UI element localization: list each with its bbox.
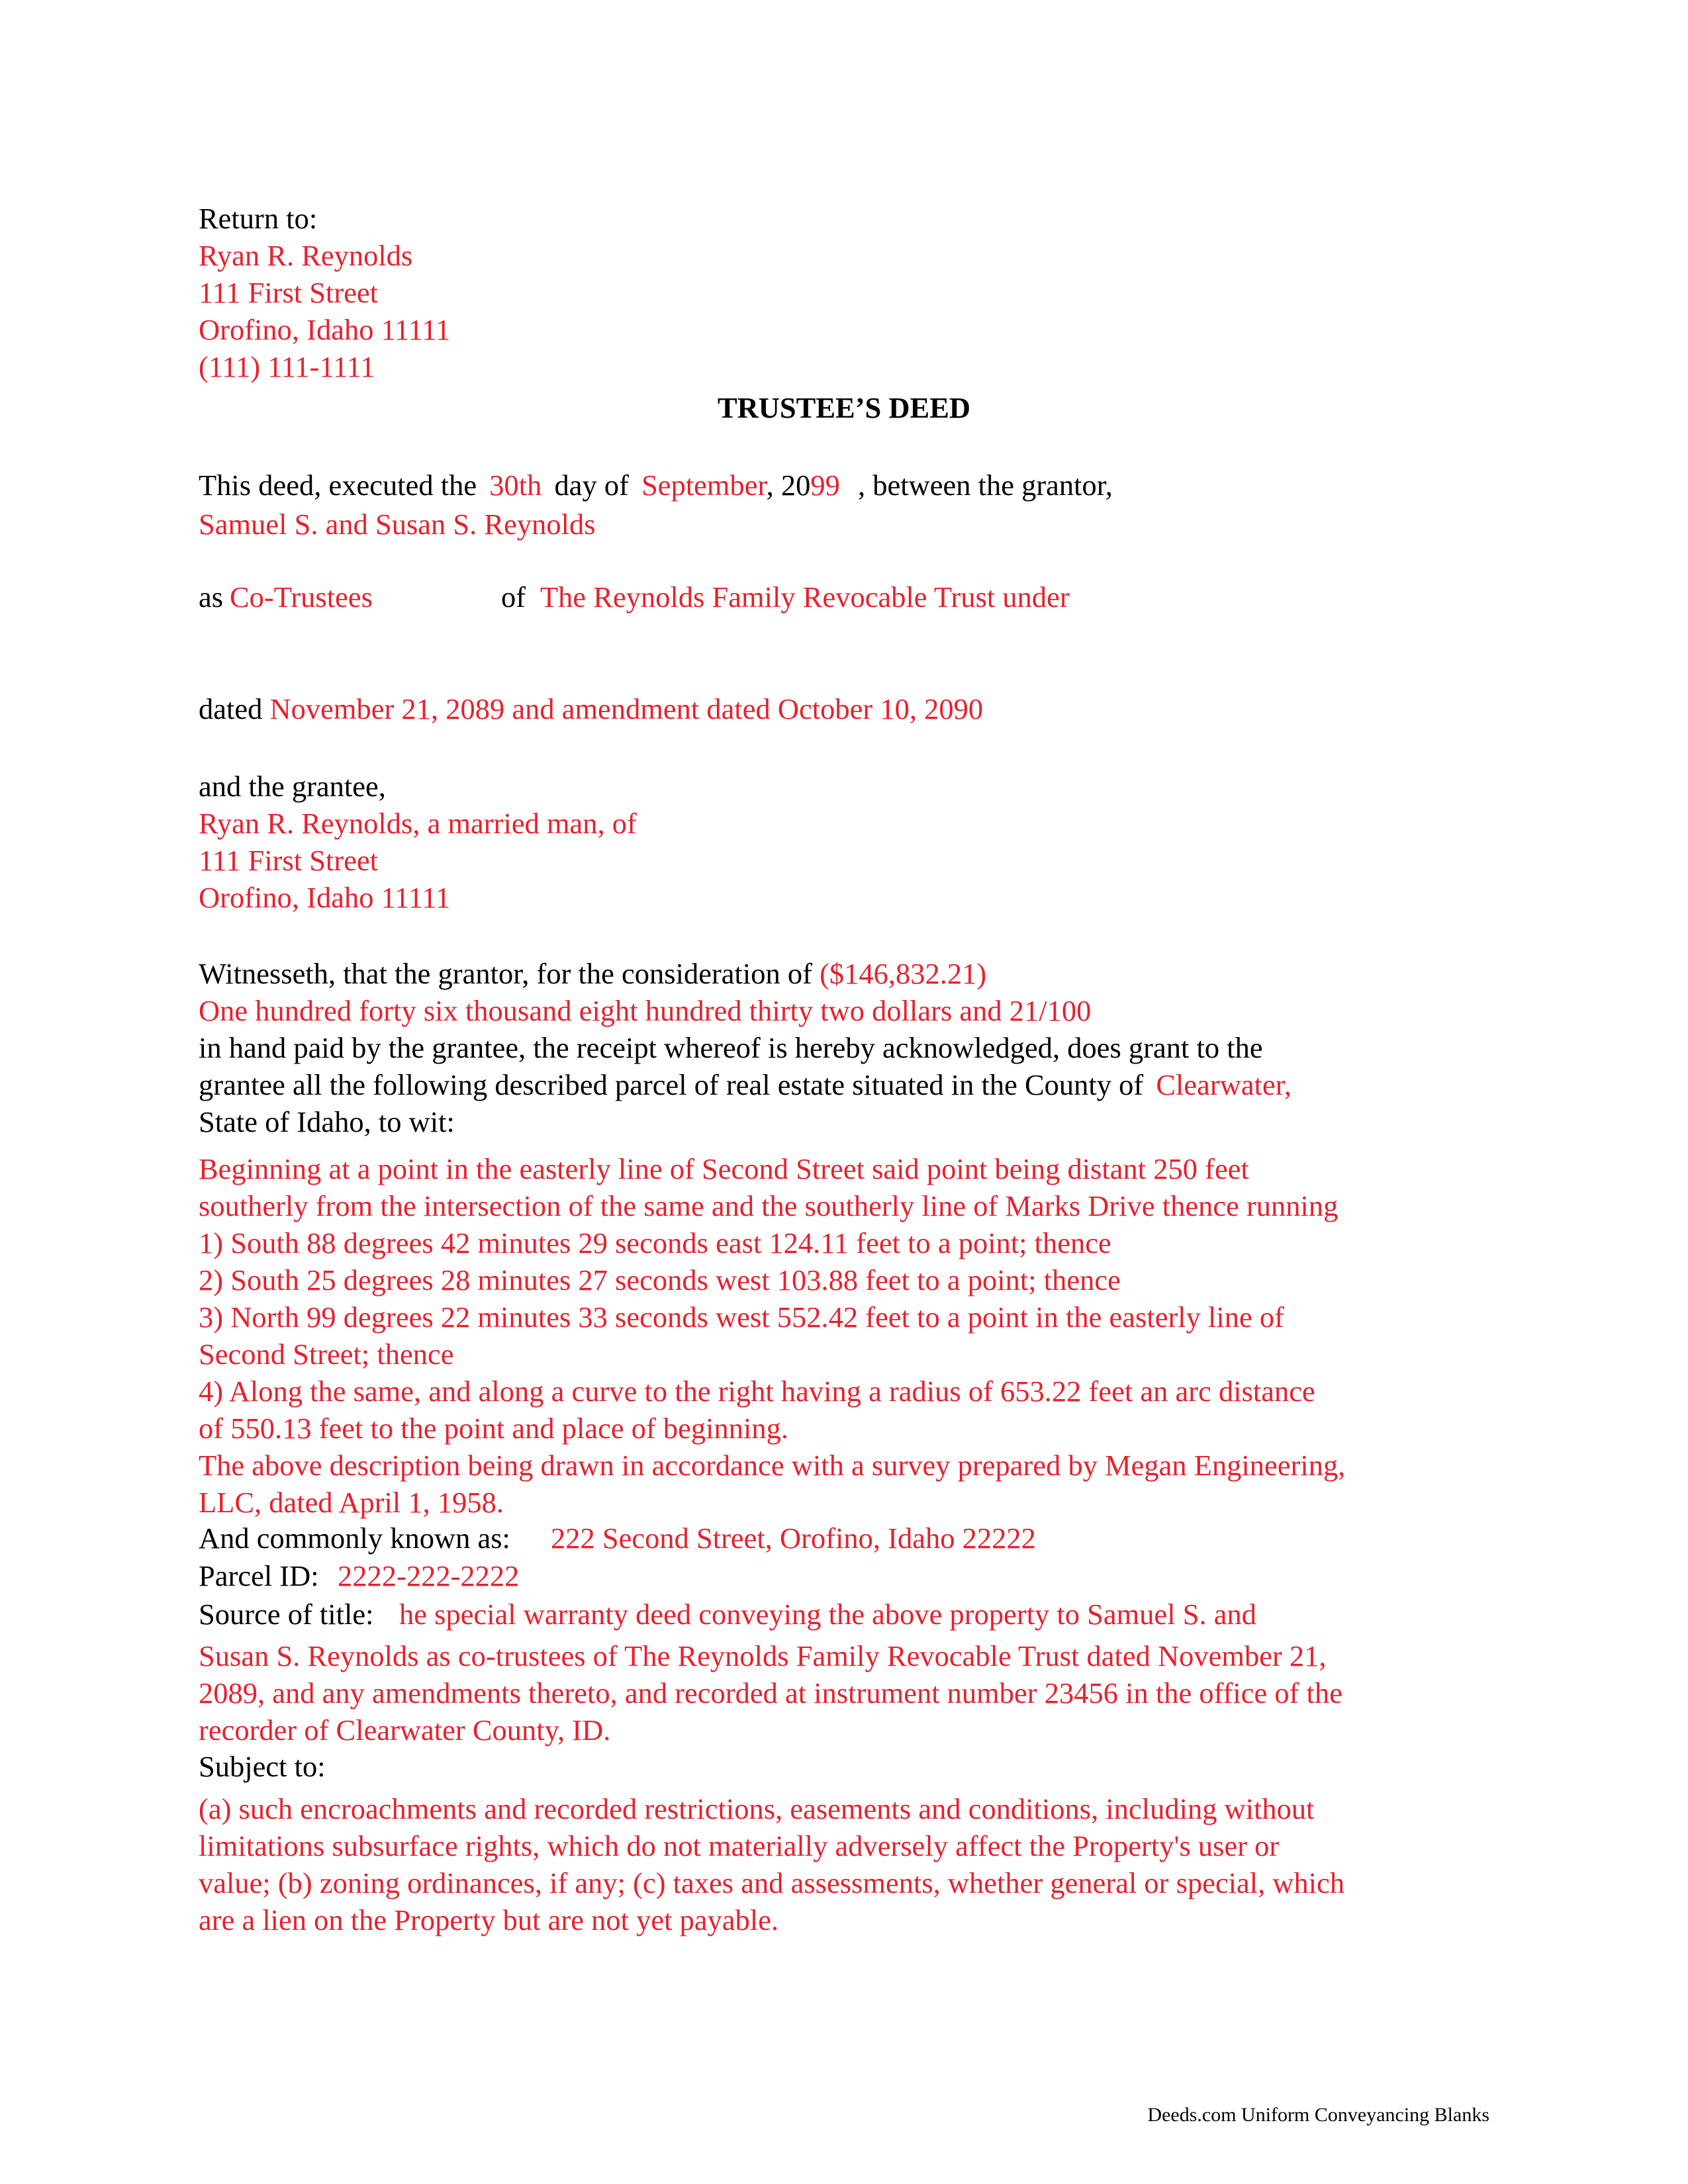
- consideration-text-3: State of Idaho, to wit:: [199, 1105, 455, 1138]
- return-to-label: Return to:: [199, 202, 318, 235]
- legal-description-line: 2) South 25 degrees 28 minutes 27 seconds west 103.88 feet to a point; thence: [199, 1263, 1121, 1297]
- document-title: TRUSTEE’S DEED: [717, 391, 971, 424]
- legal-description-line: 1) South 88 degrees 42 minutes 29 seconds east 124.11 feet to a point; thence: [199, 1226, 1111, 1259]
- execution-year-suffix: 99: [810, 469, 840, 502]
- source-of-title-line: 2089, and any amendments thereto, and recorded at instrument number 23456 in the office of the: [199, 1676, 1342, 1709]
- consideration-block: [199, 955, 1291, 1140]
- grantor-name: Samuel S. and Susan S. Reynolds: [199, 508, 596, 541]
- source-of-title-first-line: he special warranty deed conveying the above property to Samuel S. and: [399, 1598, 1257, 1631]
- subject-to-line: value; (b) zoning ordinances, if any; (c) taxes and assessments, whether general or special, which: [199, 1866, 1345, 1899]
- grantee-street: 111 First Street: [199, 844, 379, 877]
- known-as-value: 222 Second Street, Orofino, Idaho 22222: [551, 1522, 1036, 1555]
- parcel-id-value: 2222-222-2222: [338, 1559, 520, 1592]
- legal-description-line: of 550.13 feet to the point and place of beginning.: [199, 1412, 788, 1445]
- legal-description-line: LLC, dated April 1, 1958.: [199, 1486, 504, 1519]
- execution-month: September: [641, 469, 767, 502]
- consideration-text-2: grantee all the following described parcel of real estate situated in the County of: [199, 1068, 1144, 1101]
- consideration-text-1: in hand paid by the grantee, the receipt whereof is hereby acknowledged, does grant to the: [199, 1031, 1263, 1064]
- source-of-title-line: recorder of Clearwater County, ID.: [199, 1713, 611, 1747]
- source-of-title-text: [199, 1637, 1342, 1749]
- subject-to-line: are a lien on the Property but are not yet payable.: [199, 1903, 779, 1936]
- grantee-name: Ryan R. Reynolds, a married man, of: [199, 807, 637, 840]
- dated-label: dated: [199, 692, 263, 725]
- legal-description-line: 3) North 99 degrees 22 minutes 33 seconds west 552.42 feet to a point in the easterly line of: [199, 1300, 1284, 1334]
- county-name: Clearwater,: [1156, 1068, 1291, 1101]
- legal-description-line: Second Street; thence: [199, 1338, 454, 1371]
- execution-prefix: This deed, executed the: [199, 469, 477, 502]
- trustee-role: Co-Trustees: [230, 580, 373, 614]
- legal-description-line: 4) Along the same, and along a curve to the right having a radius of 653.22 feet an arc distance: [199, 1375, 1315, 1408]
- legal-description-line: southerly from the intersection of the same and the southerly line of Marks Drive thence running: [199, 1189, 1338, 1222]
- trust-dated-line: [199, 690, 983, 727]
- subject-to-line: limitations subsurface rights, which do not materially adversely affect the Property's user or: [199, 1829, 1280, 1862]
- legal-description-line: Beginning at a point in the easterly line of Second Street said point being distant 250 feet: [199, 1152, 1249, 1185]
- return-to-city: Orofino, Idaho 11111: [199, 313, 451, 346]
- consideration-amount: ($146,832.21): [820, 957, 987, 990]
- grantee-city: Orofino, Idaho 11111: [199, 881, 451, 914]
- source-of-title-line: Susan S. Reynolds as co-trustees of The Reynolds Family Revocable Trust dated November 21,: [199, 1639, 1327, 1672]
- legal-description: [199, 1150, 1345, 1521]
- subject-to-label: Subject to:: [199, 1750, 326, 1783]
- dated-value: November 21, 2089 and amendment dated October 10, 2090: [269, 692, 984, 725]
- grantee-label: and the grantee,: [199, 770, 386, 803]
- execution-year-prefix: , 20: [766, 469, 811, 502]
- trust-name: The Reynolds Family Revocable Trust under: [540, 580, 1070, 614]
- return-to-street: 111 First Street: [199, 276, 379, 309]
- return-to-name: Ryan R. Reynolds: [199, 239, 413, 272]
- known-as-label: And commonly known as:: [199, 1522, 510, 1555]
- footer-note: Deeds.com Uniform Conveyancing Blanks: [1147, 2104, 1489, 2126]
- grantee-block: [199, 768, 637, 916]
- execution-day: 30th: [489, 469, 542, 502]
- consideration-words: One hundred forty six thousand eight hundred thirty two dollars and 21/100: [199, 994, 1092, 1027]
- return-to-phone: (111) 111-1111: [199, 350, 375, 383]
- legal-description-line: The above description being drawn in accordance with a survey prepared by Megan Engineering,: [199, 1449, 1346, 1482]
- source-of-title-label: Source of title:: [199, 1598, 374, 1631]
- subject-to-text: [199, 1790, 1344, 1938]
- execution-day-of: day of: [554, 469, 629, 502]
- execution-suffix: , between the grantor,: [857, 469, 1113, 502]
- as-label: as: [199, 580, 224, 614]
- parcel-id-label: Parcel ID:: [199, 1559, 319, 1592]
- consideration-prefix: Witnesseth, that the grantor, for the consideration of: [199, 957, 812, 990]
- of-label: of: [501, 580, 526, 614]
- execution-line: [199, 467, 1113, 504]
- return-to-block: [199, 200, 450, 385]
- subject-to-line: (a) such encroachments and recorded restrictions, easements and conditions, including without: [199, 1792, 1315, 1825]
